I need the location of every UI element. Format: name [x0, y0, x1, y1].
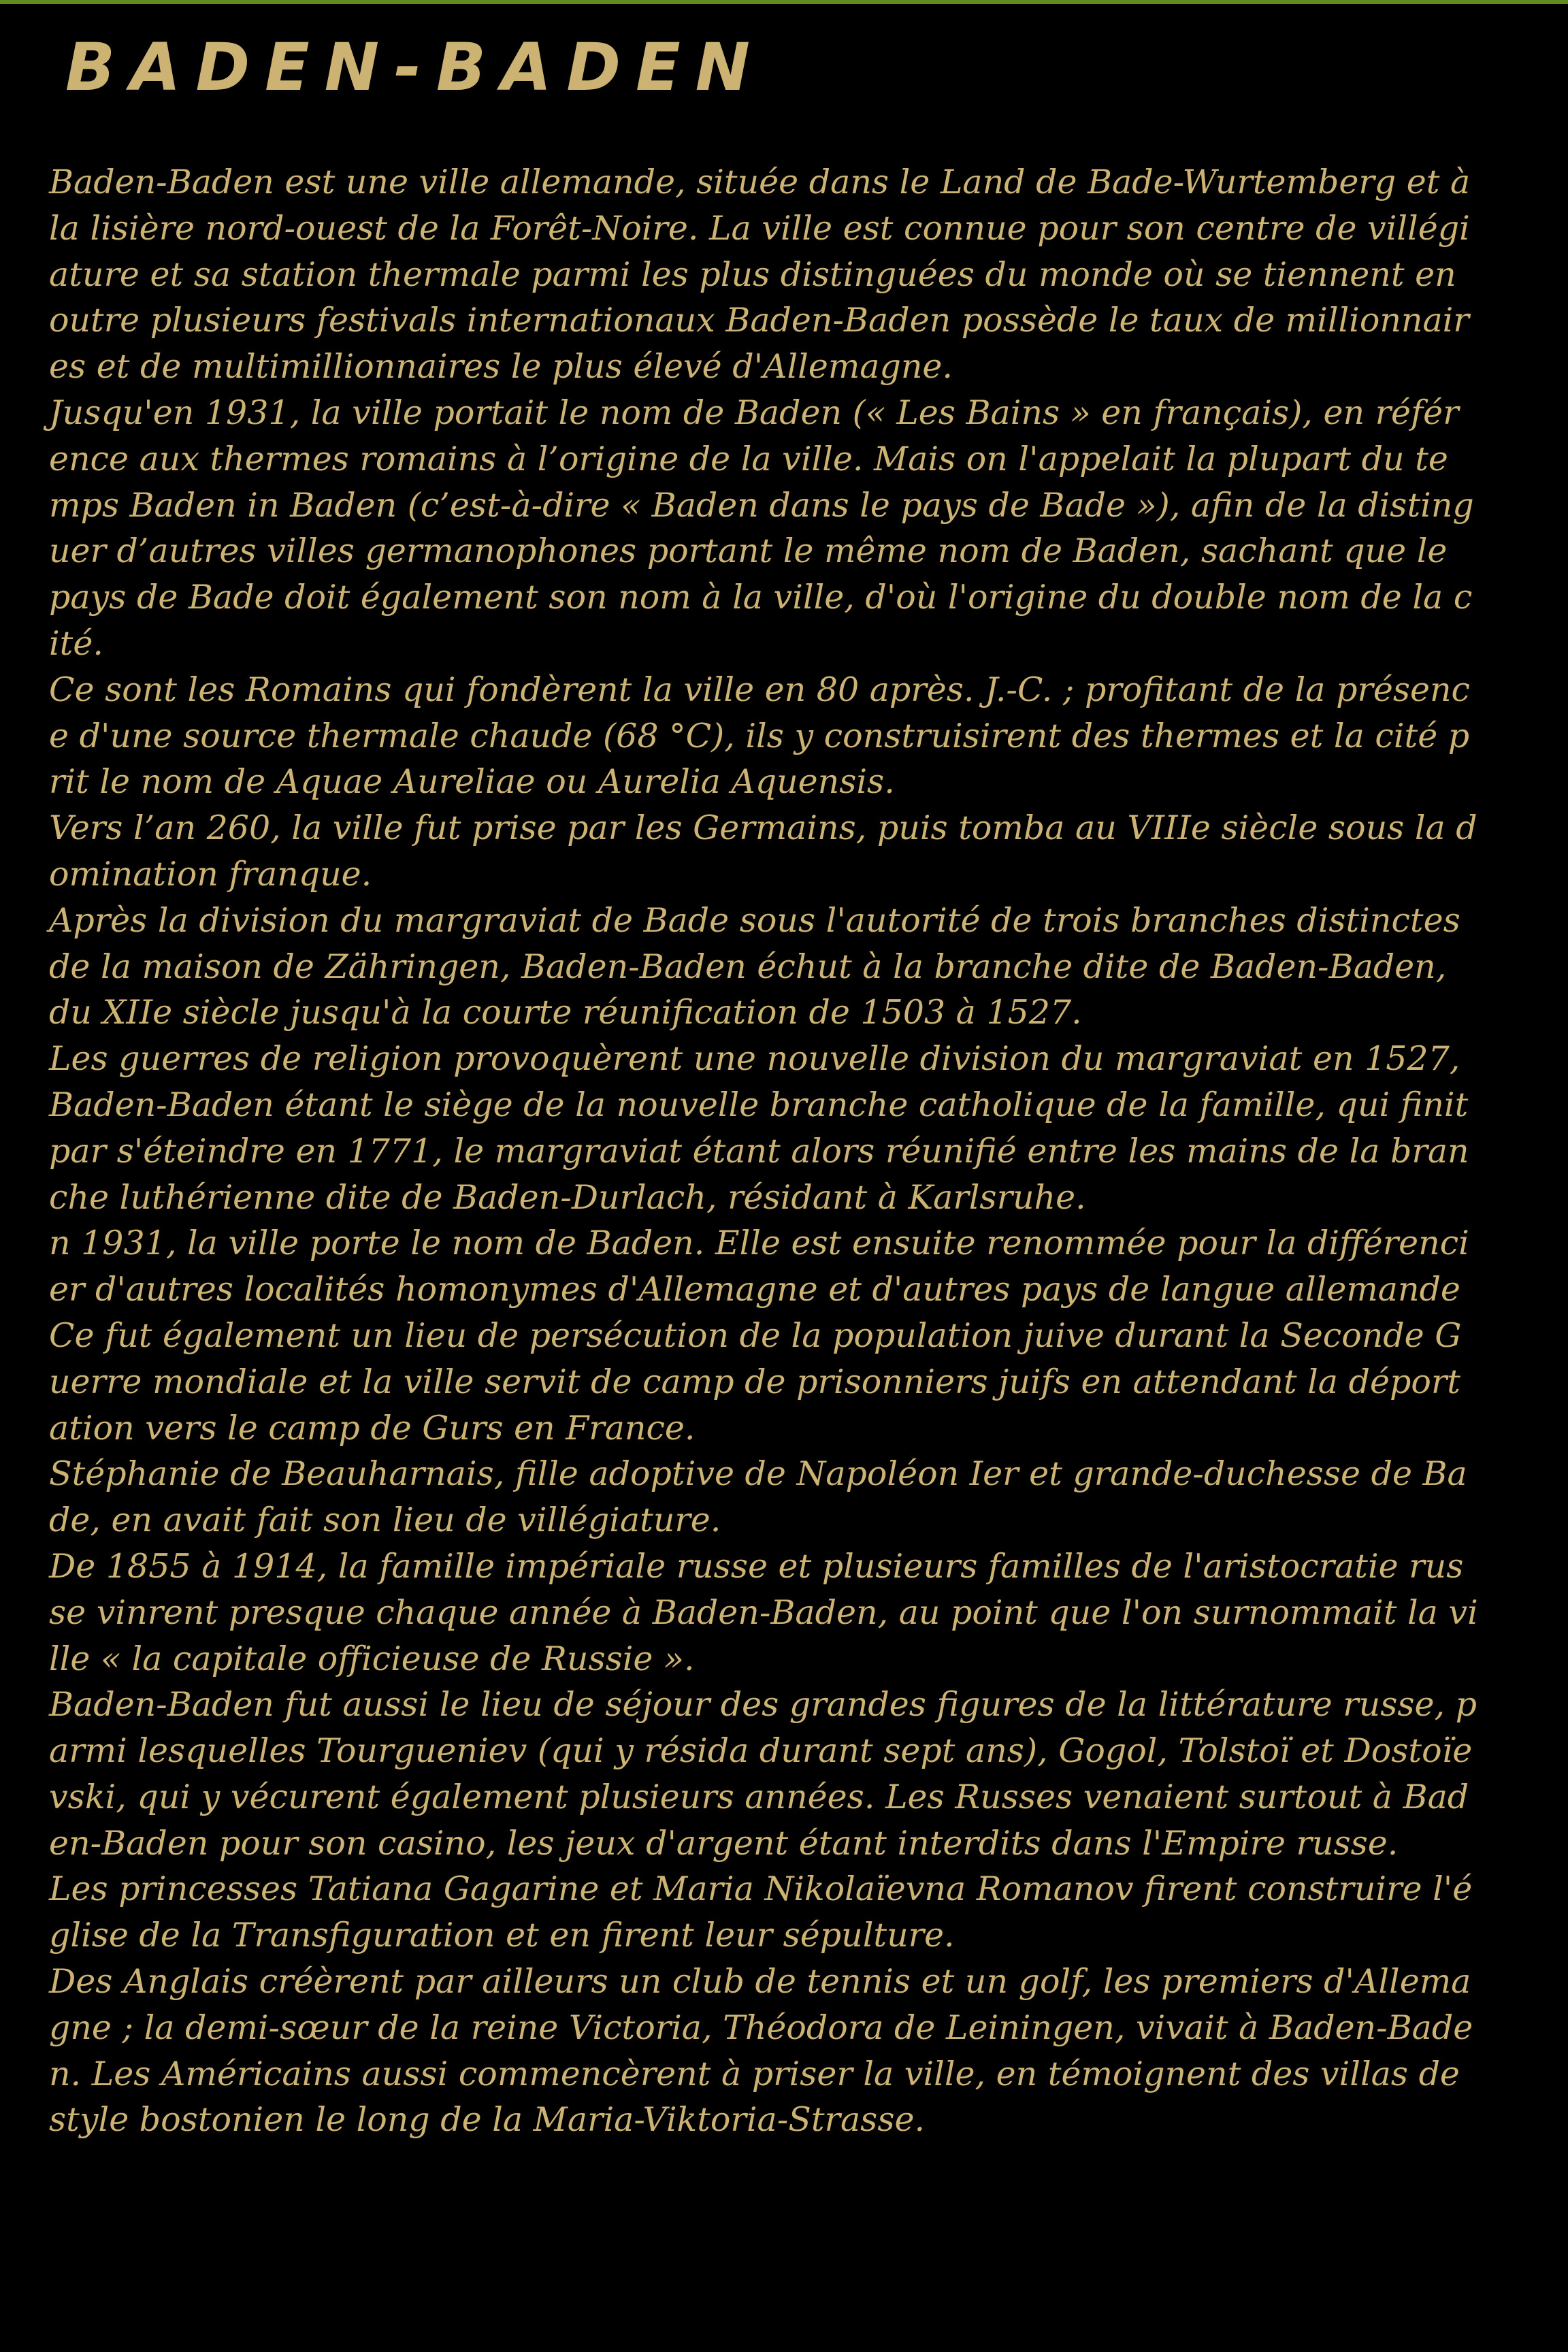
paragraph: Les princesses Tatiana Gagarine et Maria Nikolaïevna Romanov firent construire l'église de la Transfiguration et en firent leur sépulture.: [49, 1869, 1473, 1955]
page: [0, 4, 1568, 2352]
page-title: BADEN-BADEN: [65, 29, 765, 105]
paragraph: Ce sont les Romains qui fondèrent la ville en 80 après. J.-C. ; profitant de la présence d'une source thermale chaude (68 °C), ils y construisirent des thermes et la cité prit le nom de Aquae Aureliae ou Aurelia Aquensis.: [49, 670, 1471, 802]
paragraph: Les guerres de religion provoquèrent une nouvelle division du margraviat en 1527, Baden-Baden étant le siège de la nouvelle branche catholique de la famille, qui finit par s'éteindre en 1771, le margraviat étant alors réunifié entre les mains de la branche luthérienne dite de Baden-Durlach, résidant à Karlsruhe.: [49, 1039, 1469, 1217]
paragraph: Des Anglais créèrent par ailleurs un club de tennis et un golf, les premiers d'Allemagne ; la demi-sœur de la reine Victoria, Théodora de Leiningen, vivait à Baden-Baden. Les Américains aussi commencèrent à priser la ville, en témoignent des villas de style bostonien le long de la Maria-Viktoria-Strasse.: [49, 1962, 1473, 2140]
paragraph: n 1931, la ville porte le nom de Baden. Elle est ensuite renommée pour la différencier d'autres localités homonymes d'Allemagne et d'autres pays de langue allemande: [49, 1224, 1469, 1309]
paragraph: Baden-Baden est une ville allemande, située dans le Land de Bade-Wurtemberg et à la lisière nord-ouest de la Forêt-Noire. La ville est connue pour son centre de villégiature et sa station thermale parmi les plus distinguées du monde où se tiennent en outre plusieurs festivals internationaux Baden-Baden possède le taux de millionnaires et de multimillionnaires le plus élevé d'Allemagne.: [49, 163, 1471, 387]
paragraph: Stéphanie de Beauharnais, fille adoptive de Napoléon Ier et grande-duchesse de Bade, en avait fait son lieu de villégiature.: [49, 1454, 1467, 1540]
paragraph: Après la division du margraviat de Bade sous l'autorité de trois branches distinctes de la maison de Zähringen, Baden-Baden échut à la branche dite de Baden-Baden, du XIIe siècle jusqu'à la courte réunification de 1503 à 1527.: [49, 900, 1460, 1032]
paragraph: De 1855 à 1914, la famille impériale russe et plusieurs familles de l'aristocratie russe vinrent presque chaque année à Baden-Baden, au point que l'on surnommait la ville « la capitale officieuse de Russie ».: [49, 1546, 1478, 1678]
paragraph: Jusqu'en 1931, la ville portait le nom de Baden (« Les Bains » en français), en référence aux thermes romains à l’origine de la ville. Mais on l'appelait la plupart du temps Baden in Baden (c’est-à-dire « Baden dans le pays de Bade »), afin de la distinguer d’autres villes germanophones portant le même nom de Baden, sachant que le pays de Bade doit également son nom à la ville, d'où l'origine du double nom de la cité.: [49, 393, 1474, 663]
paragraph: Vers l’an 260, la ville fut prise par les Germains, puis tomba au VIIIe siècle sous la domination franque.: [49, 808, 1477, 894]
paragraph: Ce fut également un lieu de persécution de la population juive durant la Seconde Guerre mondiale et la ville servit de camp de prisonniers juifs en attendant la déportation vers le camp de Gurs en France.: [49, 1316, 1462, 1448]
article-body: [49, 159, 1478, 2143]
paragraph: Baden-Baden fut aussi le lieu de séjour des grandes figures de la littérature russe, parmi lesquelles Tourgueniev (qui y résida durant sept ans), Gogol, Tolstoï et Dostoïevski, qui y vécurent également plusieurs années. Les Russes venaient surtout à Baden-Baden pour son casino, les jeux d'argent étant interdits dans l'Empire russe.: [49, 1685, 1477, 1863]
